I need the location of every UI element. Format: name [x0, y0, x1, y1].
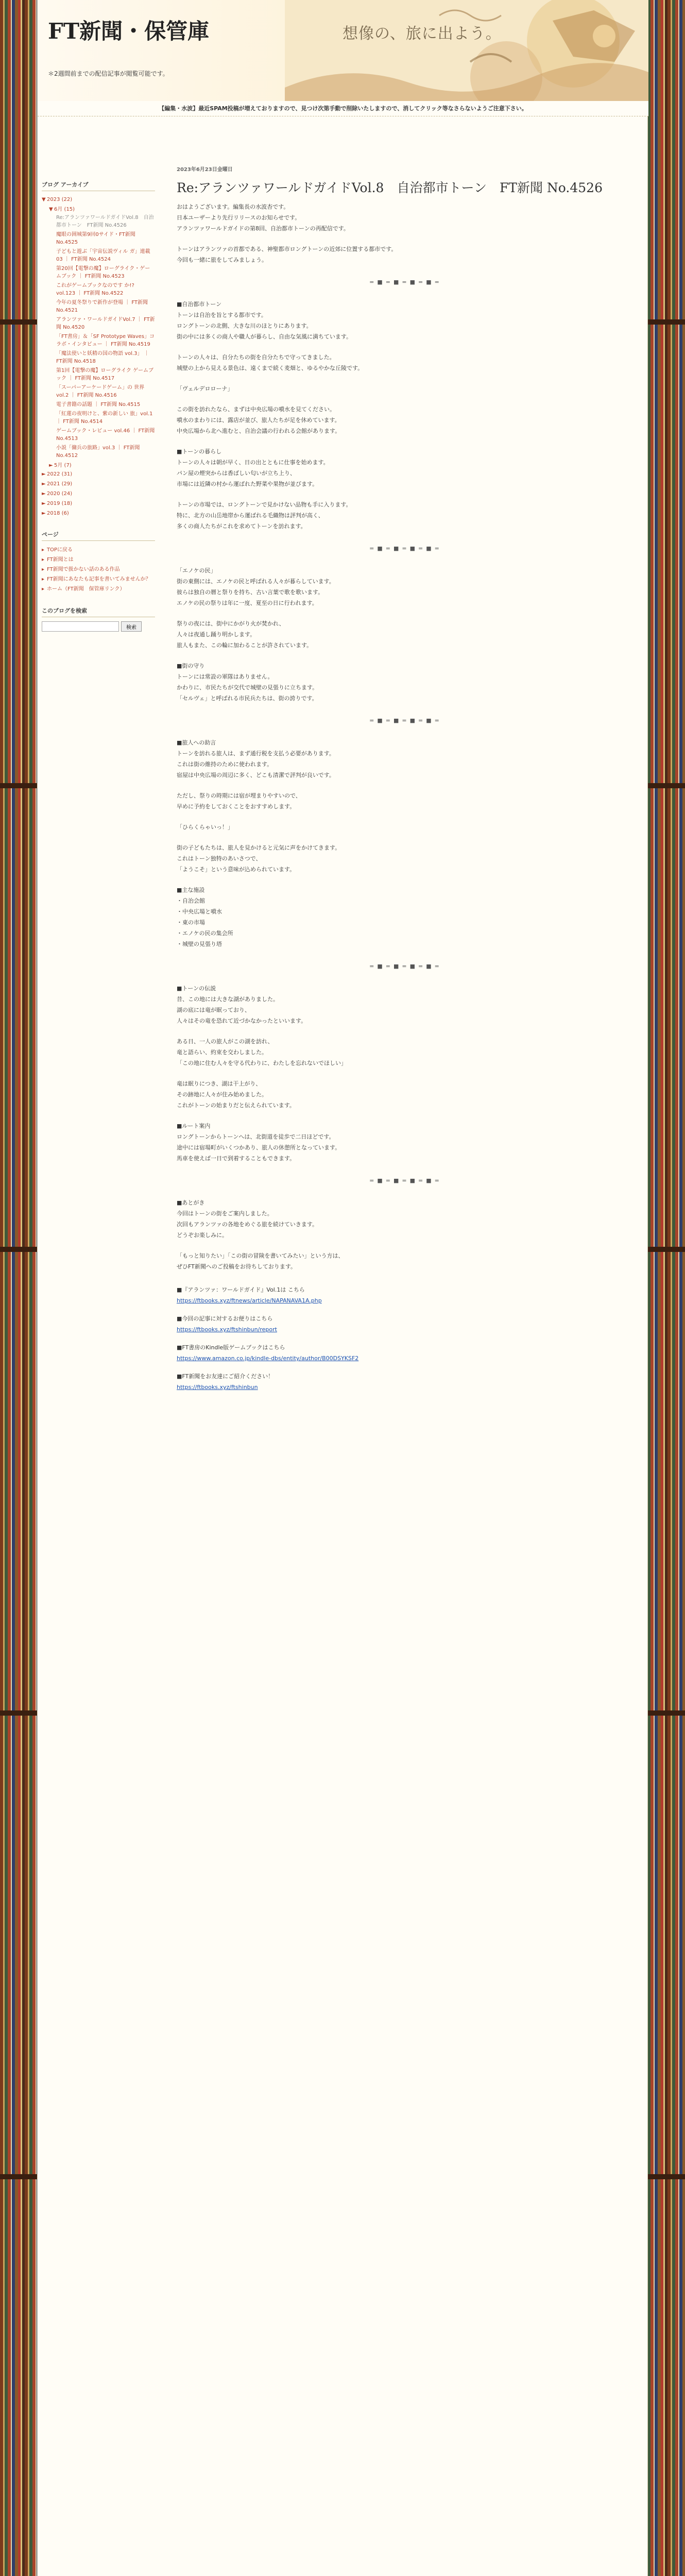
header-illustration	[285, 0, 648, 101]
search-heading: このブログを検索	[42, 606, 155, 617]
paragraph-text: 「ヴェルデロローナ」	[177, 385, 233, 392]
page-link-item	[42, 555, 155, 565]
page-link[interactable]: FT新聞とは	[47, 557, 74, 563]
archive-toggle[interactable]: ▼	[42, 197, 46, 202]
archive-toggle[interactable]: ►	[42, 501, 46, 506]
link-block	[177, 1313, 635, 1335]
post-paragraph	[177, 885, 635, 950]
paragraph-text: ■あとがき 今回はトーンの街をご案内しました。 次回もアランツァの各地をめぐる旅を続けていきます。 どうぞお楽しみに。	[177, 1199, 318, 1239]
archive-year-item	[42, 499, 155, 508]
paragraph-text: ■トーンの暮らし トーンの人々は朝が早く、日の出とともに仕事を始めます。 パン屋の煙突からは香ばしい匂いが立ち上り、 市場には近隣の村から運ばれた野菜や果物が並びます。	[177, 448, 329, 487]
sidebar	[42, 180, 155, 902]
header-tagline: 想像の、旅に出よう。	[342, 25, 502, 43]
archive-post-link[interactable]: 魔眼の囲城第9回0サイド・FT新聞 No.4525	[56, 232, 135, 245]
archive-year-link[interactable]: 2023 (22)	[47, 197, 73, 202]
post-paragraph	[177, 1078, 635, 1111]
pages-heading: ページ	[42, 530, 155, 541]
blog-header	[38, 0, 648, 101]
post-paragraph	[177, 383, 635, 394]
search-form	[42, 621, 155, 632]
section-separator: =■=■=■=■=	[369, 1177, 442, 1184]
paragraph-text: この街を訪れたなら、まずは中央広場の噴水を見てください。 噴水のまわりには、露店が並び、旅人たちが足を休めています。 中央広場から北へ進むと、自治会議の行われる会館があります。	[177, 406, 341, 434]
page-links	[42, 545, 155, 594]
archive-year-item	[42, 195, 155, 204]
section-separator: =■=■=■=■=	[369, 717, 442, 724]
archive-month-link[interactable]: 6月 (15)	[54, 207, 75, 212]
archive-post-link[interactable]: これがゲームブックなのです か!? vol.123 ｜ FT新聞 No.4522	[56, 283, 134, 296]
post-links	[177, 1284, 635, 1393]
archive-post-link[interactable]: 「スーパーアーケードゲーム」の 世界 vol.2 ｜ FT新聞 No.4516	[56, 385, 145, 398]
post-paragraph	[177, 499, 635, 532]
page-container	[37, 0, 648, 2576]
paragraph-text: 「エノケの民」 街の東側には、エノケの民と呼ばれる人々が暮らしています。 彼らは独自の暦と祭りを持ち、古い言葉で歌を歌います。 エノケの民の祭りは年に一度、夏至の日に行われます。	[177, 567, 335, 606]
link-label: ■『アランツァ：ワールドガイド』Vol.1は こちら	[177, 1286, 305, 1293]
paragraph-text: ■主な施設 ・自治会館 ・中央広場と噴水 ・東の市場 ・エノケの民の集会所 ・城壁の見張り塔	[177, 887, 233, 947]
archive-year-link[interactable]: 2021 (29)	[47, 481, 73, 487]
post-paragraph	[177, 244, 635, 265]
paragraph-text: 竜は眠りにつき、湖は干上がり、 その跡地に人々が住み始めました。 これがトーンの始まりだと伝えられています。	[177, 1080, 295, 1109]
paragraph-text: トーンの市場では、ロングトーンで見かけない品物も手に入ります。 特に、北方の山岳地帯から運ばれる毛織物は評判が高く、 多くの商人たちがこれを求めてトーンを訪れます。	[177, 501, 352, 530]
archive-year-item	[42, 509, 155, 518]
post-paragraph	[177, 1250, 635, 1272]
archive-toggle[interactable]: ▼	[49, 207, 53, 212]
paragraph-text: トーンはアランツァの首都である、神聖都市ロングトーンの近郊に位置する都市です。 今回も一緒に旅をしてみましょう。	[177, 246, 397, 263]
archive-post-link[interactable]: アランツァ・ワールドガイドVol.7 ｜ FT新聞 No.4520	[56, 317, 155, 330]
page-link[interactable]: FT新聞で扱かない話のある作品	[47, 567, 120, 572]
page-link-item	[42, 584, 155, 594]
archive-month-link[interactable]: 5月 (7)	[54, 463, 72, 468]
archive-post-link[interactable]: 小説「傭兵の旅路」vol.3 ｜ FT新聞 No.4512	[56, 445, 140, 459]
archive-year-link[interactable]: 2018 (6)	[47, 511, 69, 516]
paragraph-text: ただし、祭りの時期には宿が埋まりやすいので、 早めに予約をしておくことをおすすめします。	[177, 792, 301, 810]
archive-post-link[interactable]: 第20回【電撃の魔】ローグライク・ゲームブック ｜ FT新聞 No.4523	[56, 266, 150, 279]
archive-month-item	[42, 461, 155, 470]
archive-post-link[interactable]: Re:アランツァワールドガイドVol.8 自治都市トーン FT新聞 No.4526	[56, 215, 154, 228]
paragraph-text: 「ひらくらゃいっ！」	[177, 824, 233, 831]
search-button[interactable]: 検索	[121, 621, 142, 632]
archive-year-item	[42, 470, 155, 479]
archive-post-link[interactable]: 電子書籍の話題 ｜ FT新聞 No.4515	[56, 402, 141, 408]
page-link[interactable]: TOPに戻る	[47, 547, 73, 553]
blog-description: ＊2週間前までの配信記事が閲覧可能です。	[48, 70, 169, 77]
link-label: ■FT新聞をお友達にご紹介ください！	[177, 1373, 274, 1380]
archive-year-link[interactable]: 2019 (18)	[47, 501, 73, 506]
post-paragraph	[177, 737, 635, 781]
link-label: ■FT書房のKindle版ゲームブックはこちら	[177, 1344, 285, 1351]
page-link[interactable]: ホーム（FT新聞 保管庫リンク）	[47, 586, 125, 592]
external-link[interactable]: https://www.amazon.co.jp/kindle-dbs/entity/author/B00DSYKSF2	[177, 1355, 359, 1362]
post-paragraph	[177, 983, 635, 1026]
external-link[interactable]: https://ftbooks.xyz/ftshinbun/report	[177, 1326, 277, 1333]
external-link[interactable]: https://ftbooks.xyz/ftshinbun	[177, 1384, 258, 1391]
post-body	[177, 201, 635, 1272]
archive-year-item	[42, 489, 155, 498]
archive-post-link[interactable]: 「紅蓮の夜明けと、紫の新しい 旅」vol.1 ｜ FT新聞 No.4514	[56, 411, 153, 425]
section-separator: =■=■=■=■=	[369, 963, 442, 970]
archive-heading: ブログ アーカイブ	[42, 180, 155, 191]
archive-month-item	[42, 205, 155, 214]
paragraph-text: 祭りの夜には、街中にかがり火が焚かれ、 人々は夜通し踊り明かします。 旅人もまた、この輪に加わることが許されています。	[177, 620, 313, 649]
post-paragraph	[177, 1036, 635, 1069]
main-content	[177, 165, 635, 2576]
external-link[interactable]: https://ftbooks.xyz/ftnews/article/NAPANAVA1A.php	[177, 1297, 322, 1304]
paragraph-text: ■トーンの伝説 昔、この地には大きな湖がありました。 湖の底には竜が眠っており、 人々はその竜を恐れて近づかなかったといいます。	[177, 985, 307, 1024]
blog-title[interactable]: FT新聞・保管庫	[48, 19, 210, 44]
post-paragraph	[177, 299, 635, 342]
spam-notice: 【編集・水波】最近SPAM投稿が増えておりますので、見つけ次第手動で削除いたしますので、消してクリック等なさらないようご注意下さい。	[38, 101, 648, 116]
archive-post-link[interactable]: 子どもと遊ぶ「宇宙伝説ヴィル ガ」連載 03 ｜ FT新聞 No.4524	[56, 249, 150, 262]
post-paragraph	[177, 565, 635, 608]
link-label: ■今回の記事に対するお便りはこちら	[177, 1315, 273, 1322]
post-paragraph	[177, 1121, 635, 1164]
paragraph-text: ■街の守り トーンには常設の軍隊はありません。 かわりに、市民たちが交代で城壁の見張りに立ちます。 「セルヴェ」と呼ばれる市民兵たちは、街の誇りです。	[177, 663, 318, 702]
page-link-item	[42, 565, 155, 574]
link-block	[177, 1342, 635, 1364]
post-paragraph	[177, 352, 635, 374]
link-block	[177, 1284, 635, 1306]
archive-year-link[interactable]: 2020 (24)	[47, 491, 73, 497]
paragraph-text: ■ルート案内 ロングトーンからトーンへは、北街道を徒歩で二日ほどです。 途中には宿場町がいくつかあり、旅人の休憩所となっています。 馬車を使えば一日で到着することもできます。	[177, 1123, 341, 1162]
archive-toggle[interactable]: ►	[42, 471, 46, 477]
paragraph-text: ■自治都市トーン トーンは自治を旨とする都市です。 ロングトーンの北側、大きな川のほとりにあります。 街の中には多くの商人や職人が暮らし、自由な気風に満ちています。	[177, 301, 352, 340]
link-block	[177, 1371, 635, 1393]
paragraph-text: トーンの人々は、自分たちの街を自分たちで守ってきました。 城壁の上から見える景色は、遠くまで続く麦畑と、ゆるやかな丘陵です。	[177, 354, 364, 371]
post-date: 2023年6月23日金曜日	[177, 167, 233, 173]
post-paragraph	[177, 822, 635, 833]
section-separator: =■=■=■=■=	[369, 545, 442, 552]
post-paragraph	[177, 446, 635, 489]
archive-toggle[interactable]: ►	[49, 463, 53, 468]
page-link-item	[42, 574, 155, 584]
paragraph-text: 街の子どもたちは、旅人を見かけると元気に声をかけてきます。 これはトーン独特のあいさつで、 「ようこそ」という意味が込められています。	[177, 844, 341, 873]
archive-post-link[interactable]: ゲームブック・レビュー vol.46 ｜ FT新聞 No.4513	[56, 428, 155, 442]
post-paragraph	[177, 404, 635, 436]
archive-toggle[interactable]: ►	[42, 491, 46, 497]
archive-toggle[interactable]: ►	[42, 481, 46, 487]
post-paragraph	[177, 618, 635, 651]
archive-year-link[interactable]: 2022 (31)	[47, 471, 73, 477]
archive-post-link[interactable]: 「FT書房」＆「SF Prototype Waves」コラボ・インタビュー ｜ FT新聞 No.4519	[56, 334, 155, 347]
post-title[interactable]: Re:アランツァワールドガイドVol.8 自治都市トーン FT新聞 No.4526	[177, 180, 603, 195]
search-input[interactable]	[42, 621, 119, 632]
archive-post-link[interactable]: 今年の夏冬祭りで新作が登場 ｜ FT新聞 No.4521	[56, 300, 148, 313]
page-link[interactable]: FT新聞にあなたも記事を書いてみませんか？	[47, 577, 151, 582]
paragraph-text: おはようございます。編集長の水波杏です。 日本ユーザーより先行リリースのお知らせです。 アランツァワールドガイドの第8回、自治都市トーンの再配信です。	[177, 204, 349, 232]
paragraph-text: 「もっと知りたい」「この街の冒険を書いてみたい」という方は、 ぜひFT新聞へのご投稿をお待ちしております。	[177, 1252, 344, 1270]
paragraph-text: ある日、一人の旅人がこの湖を訪れ、 竜と語らい、約束を交わしました。 「この地に住む人々を守る代わりに、わたしを忘れないでほしい」	[177, 1038, 347, 1066]
post-paragraph	[177, 1197, 635, 1241]
page-link-item	[42, 545, 155, 555]
post-paragraph	[177, 201, 635, 234]
post-paragraph	[177, 790, 635, 812]
paragraph-text: ■旅人への助言 トーンを訪れる旅人は、まず通行税を支払う必要があります。 これは街の維持のために使われます。 宿屋は中央広場の周辺に多く、どこも清潔で評判が良いです。	[177, 739, 335, 778]
archive-post-link[interactable]: 第1回【電撃の魔】ローグライク ゲームブック ｜ FT新聞 No.4517	[56, 368, 154, 381]
post-paragraph	[177, 842, 635, 875]
blog-archive	[42, 195, 155, 518]
post-paragraph	[177, 660, 635, 704]
archive-post-link[interactable]: 「魔法使いと妖精の国の物語 vol.3」 ｜ FT新聞 No.4518	[56, 351, 149, 364]
section-separator: =■=■=■=■=	[369, 279, 442, 285]
archive-year-item	[42, 480, 155, 488]
archive-toggle[interactable]: ►	[42, 511, 46, 516]
